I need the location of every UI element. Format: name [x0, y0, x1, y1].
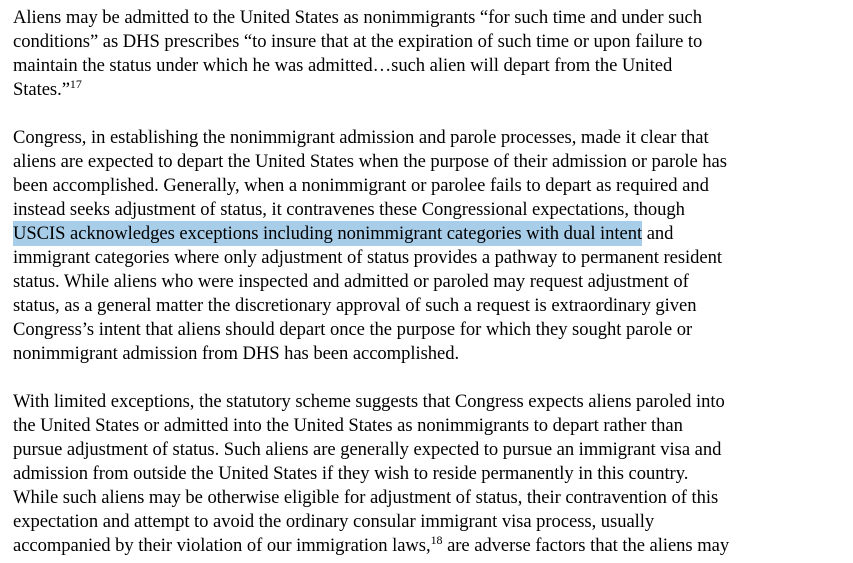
text-line: While such aliens may be otherwise eligible for adjustment of status, their contravention of this — [13, 487, 719, 508]
text-line: admission from outside the United States if they wish to reside permanently in this country. — [13, 463, 689, 484]
text-line: Congress’s intent that aliens should depart once the purpose for which they sought parole or — [13, 319, 693, 340]
text-line: USCIS acknowledges exceptions including nonimmigrant categories with dual intent and — [13, 223, 674, 244]
text-line: expectation and attempt to avoid the ordinary consular immigrant visa process, usually — [13, 511, 655, 532]
text-line: immigrant categories where only adjustment of status provides a pathway to permanent resident — [13, 247, 722, 268]
text-line: instead seeks adjustment of status, it contravenes these Congressional expectations, though — [13, 199, 685, 220]
text-line: status. While aliens who were inspected and admitted or paroled may request adjustment of — [13, 271, 689, 292]
footnote-reference[interactable]: 17 — [69, 77, 82, 91]
paragraph — [13, 390, 853, 558]
text-selection-highlight[interactable]: USCIS acknowledges exceptions including nonimmigrant categories with dual intent — [13, 223, 643, 244]
text-line: the United States or admitted into the United States as nonimmigrants to depart rather than — [13, 415, 683, 436]
text-line: been accomplished. Generally, when a nonimmigrant or parolee fails to depart as required and — [13, 175, 709, 196]
text-line: nonimmigrant admission from DHS has been accomplished. — [13, 343, 460, 364]
text-line: pursue adjustment of status. Such aliens are generally expected to pursue an immigrant visa and — [13, 439, 722, 460]
text-line: Aliens may be admitted to the United States as nonimmigrants “for such time and under such — [13, 7, 702, 28]
text-line: maintain the status under which he was admitted…such alien will depart from the United — [13, 55, 673, 76]
text-line: conditions” as DHS prescribes “to insure that at the expiration of such time or upon failure to — [13, 31, 703, 52]
text-line: status, as a general matter the discretionary approval of such a request is extraordinary given — [13, 295, 697, 316]
paragraph — [13, 126, 853, 366]
paragraph-spacer — [13, 366, 853, 390]
text-line: Congress, in establishing the nonimmigrant admission and parole processes, made it clear that — [13, 127, 709, 148]
text-line: accompanied by their violation of our immigration laws,$^{18}$ are adverse factors that the aliens may — [13, 533, 730, 556]
text-line: States.”$^{17}$ — [13, 77, 82, 100]
text-line: aliens are expected to depart the United States when the purpose of their admission or parole has — [13, 151, 727, 172]
text-line: With limited exceptions, the statutory scheme suggests that Congress expects aliens paroled into — [13, 391, 725, 412]
paragraph-spacer — [13, 102, 853, 126]
paragraph — [13, 6, 853, 102]
footnote-reference[interactable]: 18 — [430, 533, 443, 547]
document-body — [13, 6, 853, 558]
